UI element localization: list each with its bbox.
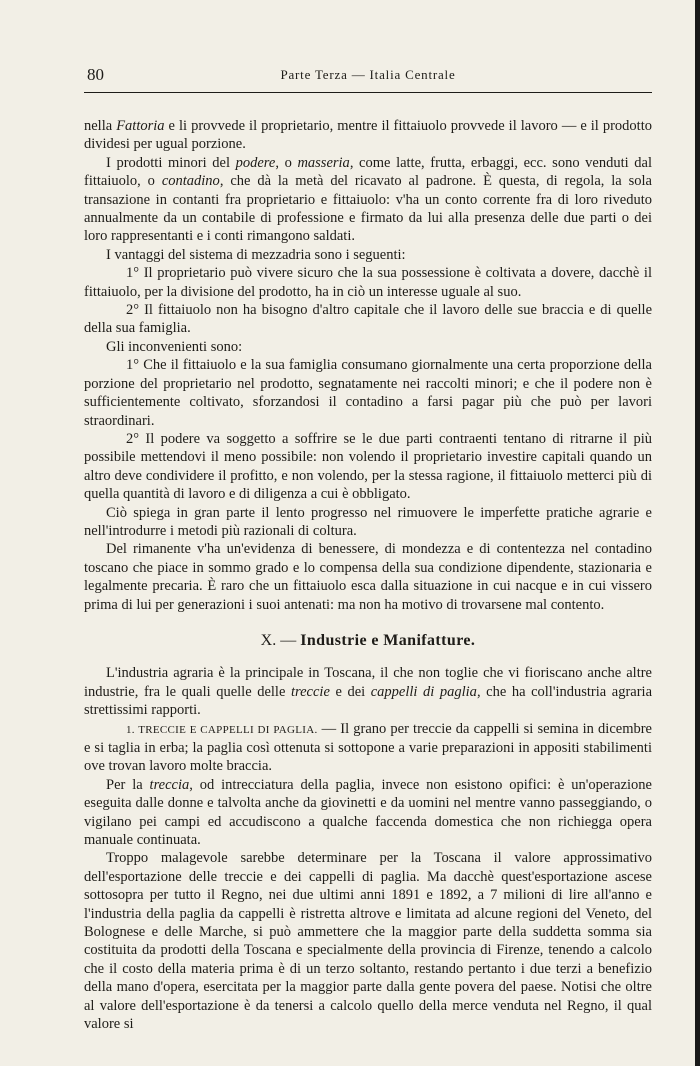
paragraph: 1. TRECCIE E CAPPELLI DI PAGLIA. — Il grano per treccie da cappelli si semina in dicembre e si taglia in erba; la paglia così ottenuta si sottopone a varie preparazioni in appositi stabilimenti ove trovan lavoro molte braccia.	[84, 720, 652, 775]
section-heading	[84, 632, 652, 650]
paragraph: nella Fattoria e li provvede il proprietario, mentre il fittaiuolo provvede il lavoro — e il prodotto dividesi per ugual porzione.	[84, 118, 652, 153]
italic-term: podere	[235, 154, 276, 171]
subsection-label: 1. TRECCIE E CAPPELLI DI PAGLIA.	[126, 723, 318, 736]
paragraph: Gli inconvenienti sono:	[106, 338, 243, 355]
paragraph: I vantaggi del sistema di mezzadria sono i seguenti:	[106, 246, 406, 263]
italic-term: treccia	[149, 776, 190, 793]
paragraph: Per la treccia, od intrecciatura della paglia, invece non esistono opifici: è un'operazione eseguita dalle donne e talvolta anche da giovinetti e da uomini nel mentre vanno passeggiando, o vigilano pei campi ed accudiscono a qualche faccenda domestica che non richiegga opera manuale continuata.	[84, 776, 652, 849]
list-item: 2° Il fittaiuolo non ha bisogno d'altro capitale che il lavoro delle sue braccia e di quelle della sua famiglia.	[84, 302, 652, 337]
list-item: 1° Il proprietario può vivere sicuro che la sua possessione è coltivata a dovere, dacchè il fittaiuolo, per la divisione del prodotto, ha in ciò un interesse uguale al suo.	[84, 265, 652, 300]
paragraph: Troppo malagevole sarebbe determinare per la Toscana il valore approssimativo dell'esportazione delle treccie e dei cappelli di paglia. Ma dacchè quest'esportazione ascese sottosopra per tutto il Regno, nei due ultimi anni 1891 e 1892, a 7 milioni di lire all'anno e l'industria della paglia da cappelli è ristretta altrove e limitata ad alcune regioni del Veneto, del Bolognese e delle Marche, si può ammettere che la maggior parte della suddetta somma sia costituita da prodotti della Toscana e specialmente della provincia di Firenze, tenendo a calcolo che il costo della materia prima è di un terzo soltanto, restando pertanto i due terzi a benefizio della mano d'opera, esercitata per la maggior parte dalla gente povera del paese. Notisi che oltre al valore dell'esportazione è da tenersi a calcolo quello della merce venduta nel Regno, il qual valore si	[84, 850, 652, 1033]
italic-term: contadino	[161, 173, 220, 190]
header-rule	[84, 92, 652, 93]
list-item: 1° Che il fittaiuolo e la sua famiglia consumano giornalmente una certa proporzione della porzione del proprietario nel prodotto, segnatamente nei raccolti minori; e che il podere non è sufficientemente coltivato, sforzandosi il contadino a farsi pagar più che può per lavori straordinari.	[84, 357, 652, 429]
italic-term: treccie	[290, 683, 330, 700]
italic-term: masseria	[297, 154, 350, 171]
page-header	[84, 62, 652, 90]
paragraph: Ciò spiega in gran parte il lento progresso nel rimuovere le imperfette pratiche agrarie e nell'introdurre i metodi più razionali di coltura.	[84, 504, 652, 539]
page-number: 80	[87, 65, 104, 84]
page-edge	[695, 0, 700, 1066]
running-title: Parte Terza — Italia Centrale	[280, 67, 456, 82]
section-title: Industrie e Manifatture.	[300, 631, 476, 649]
section-number: X. —	[260, 631, 297, 649]
italic-term: cappelli di paglia	[370, 683, 477, 700]
list-item: 2° Il podere va soggetto a soffrire se le due parti contraenti tentano di ritrarne il più possibile mettendovi il meno possibile: non volendo il proprietario investire capitali quando un altro deve condividere il profitto, e non volendo, per la stessa ragione, il fittaiuolo metterci più di quella quantità di lavoro e di diligenza a cui è obbligato.	[84, 430, 652, 503]
paragraph: Del rimanente v'ha un'evidenza di benessere, di mondezza e di contentezza nel contadino toscano che piace in sommo grado e lo compensa della sua condizione dipendente, stazionaria e legalmente precaria. È raro che un fittaiuolo esca dalla situazione in cui nacque e in cui vissero prima di lui per generazioni i suoi antenati: ma non ha motivo di trovarsene mal contento.	[84, 541, 652, 613]
page-body	[84, 117, 652, 1034]
paragraph: I prodotti minori del podere, o masseria, come latte, frutta, erbaggi, ecc. sono venduti dal fittaiuolo, o contadino, che dà la metà del ricavato al padrone. È questa, di regola, la sola transazione in contanti fra proprietario e fittaiuolo: v'ha un conto corrente fra di loro riveduto annualmente da un contabile di professione e firmato da lui alla presenza delle due parti o dei loro rappresentanti e i conti rimangono saldati.	[84, 154, 653, 245]
italic-term: Fattoria	[116, 118, 165, 134]
paragraph: L'industria agraria è la principale in Toscana, il che non toglie che vi fioriscano anche altre industrie, fra le quali quelle delle treccie e dei cappelli di paglia, che ha coll'industria agraria strettissimi rapporti.	[84, 665, 652, 719]
